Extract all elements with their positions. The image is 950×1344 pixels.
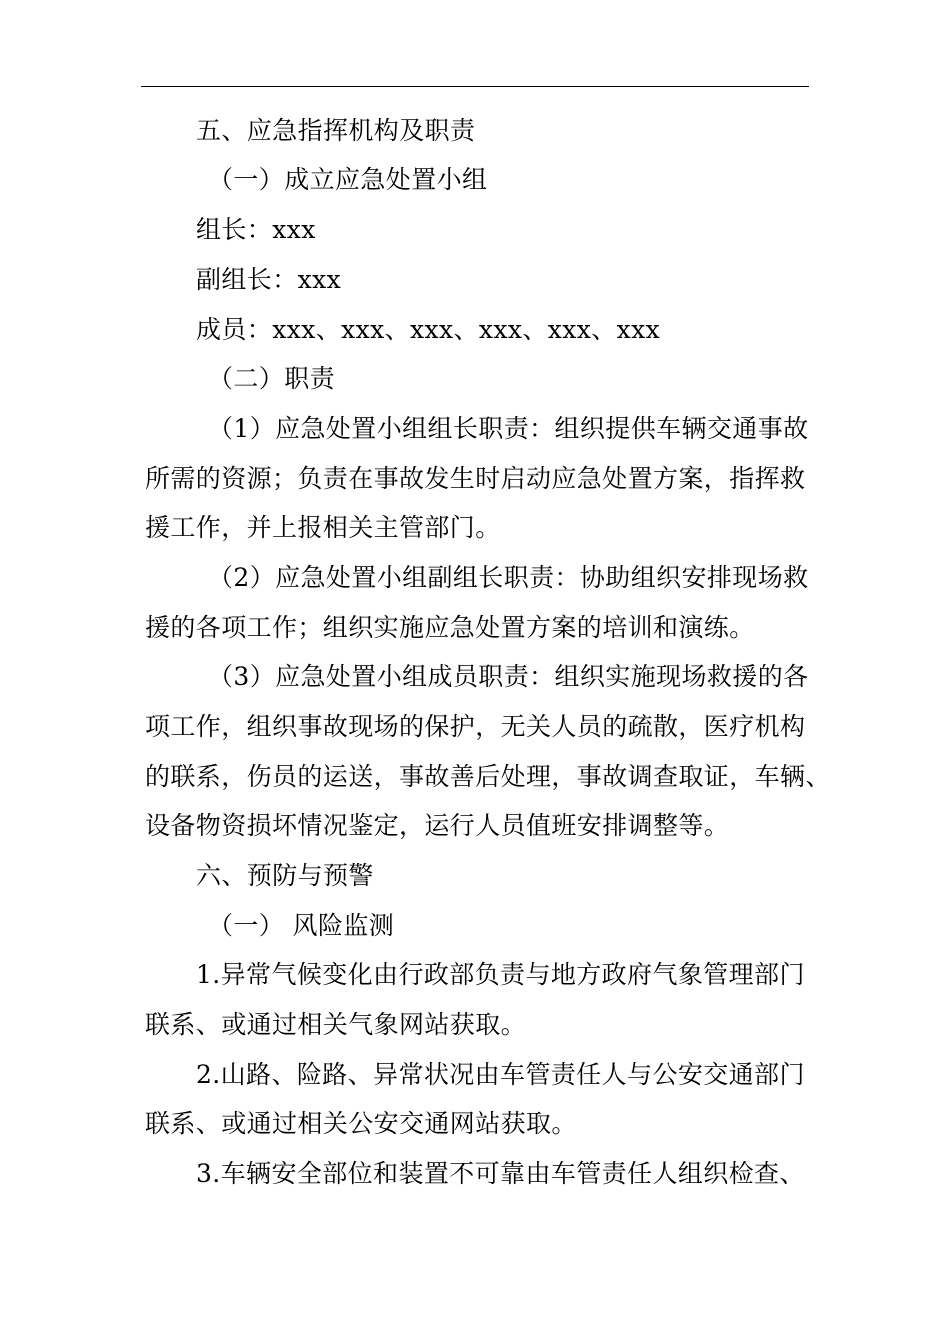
paragraph-line: 组长：xxx — [196, 215, 316, 244]
header-rule — [141, 86, 809, 87]
paragraph-line: 所需的资源；负责在事故发生时启动应急处置方案，指挥救 — [145, 464, 806, 493]
paragraph-line: 1.异常气候变化由行政部负责与地方政府气象管理部门 — [196, 960, 805, 989]
paragraph-line: 联系、或通过相关气象网站获取。 — [145, 1010, 527, 1039]
paragraph-line: 援工作，并上报相关主管部门。 — [145, 513, 501, 542]
paragraph-line: （2）应急处置小组副组长职责：协助组织安排现场救 — [208, 563, 809, 592]
paragraph-line: 项工作，组织事故现场的保护，无关人员的疏散，医疗机构 — [145, 712, 806, 741]
subsection-heading: （一）成立应急处置小组 — [208, 165, 488, 194]
section-heading: 六、预防与预警 — [196, 861, 374, 890]
paragraph-line: （3）应急处置小组成员职责：组织实施现场救援的各 — [208, 662, 809, 691]
paragraph-line: 副组长：xxx — [196, 265, 342, 294]
paragraph-line: 设备物资损坏情况鉴定，运行人员值班安排调整等。 — [145, 811, 730, 840]
paragraph-line: 的联系，伤员的运送，事故善后处理，事故调查取证，车辆、 — [145, 762, 831, 791]
subsection-heading: （一） 风险监测 — [208, 911, 395, 940]
paragraph-line: 成员：xxx、xxx、xxx、xxx、xxx、xxx — [196, 315, 661, 344]
subsection-heading: （二）职责 — [208, 364, 336, 393]
section-heading: 五、应急指挥机构及职责 — [196, 116, 476, 145]
paragraph-line: （1）应急处置小组组长职责：组织提供车辆交通事故 — [208, 414, 809, 443]
paragraph-line: 援的各项工作；组织实施应急处置方案的培训和演练。 — [145, 613, 755, 642]
paragraph-line: 2.山路、险路、异常状况由车管责任人与公安交通部门 — [196, 1060, 805, 1089]
paragraph-line: 3.车辆安全部位和装置不可靠由车管责任人组织检查、 — [196, 1159, 805, 1188]
paragraph-line: 联系、或通过相关公安交通网站获取。 — [145, 1109, 577, 1138]
